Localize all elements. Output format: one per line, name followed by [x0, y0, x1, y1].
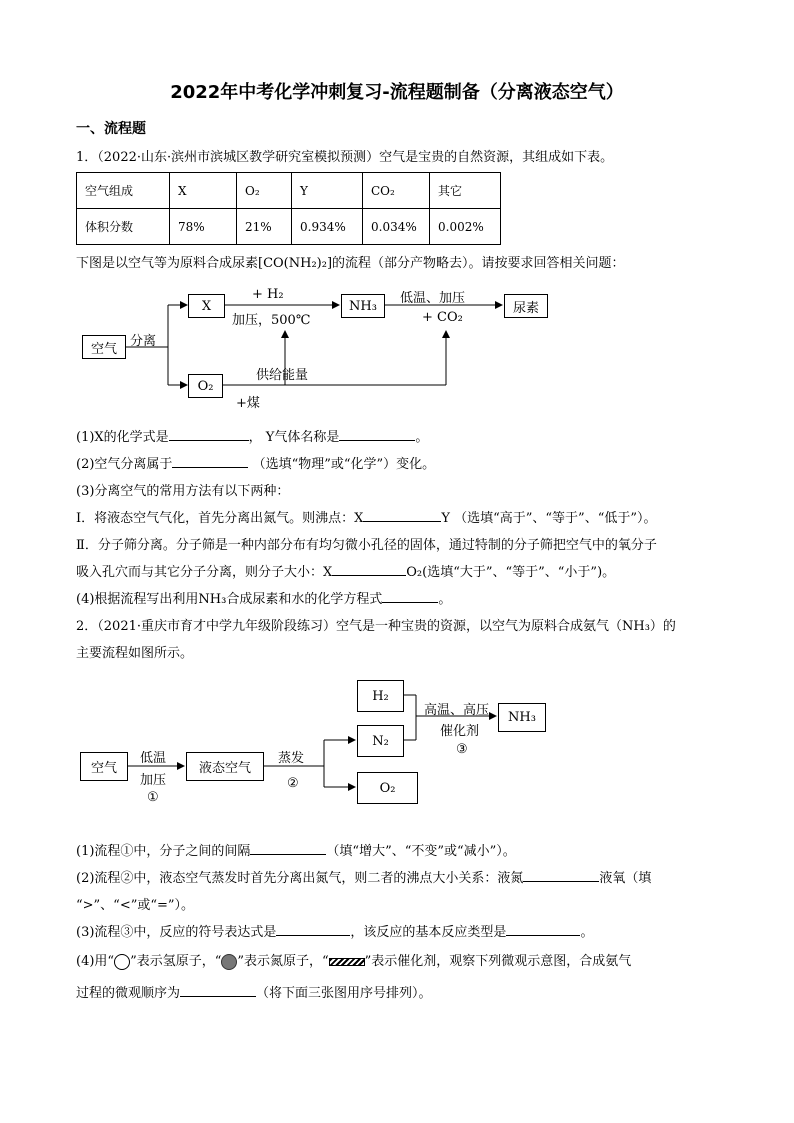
text: 。: [438, 592, 452, 607]
table-cell: 0.934%: [292, 209, 363, 245]
text: O₂(选填“大于”、“等于”、“小于”)。: [406, 565, 616, 580]
text: ”表示催化剂，观察下列微观示意图，合成氨气: [364, 954, 632, 969]
node-air-2: 空气: [80, 752, 128, 781]
text: (2)空气分离属于: [76, 457, 173, 472]
q2-sub4-line2: [76, 982, 432, 1001]
node-o2-2: O₂: [357, 772, 418, 804]
text: Y （选填“高于”、“等于”、“低于”）。: [441, 511, 657, 526]
text: (3)流程③中，反应的符号表达式是: [76, 925, 277, 940]
label-step-2: ②: [287, 776, 299, 791]
label-coal: +煤: [236, 396, 260, 411]
text: （选填“物理”或“化学”）变化。: [252, 457, 436, 472]
node-air: 空气: [82, 335, 126, 359]
answer-blank[interactable]: [250, 841, 326, 855]
text: （填“增大”、“不变”或“减小”）。: [326, 844, 516, 859]
hydrogen-atom-icon: [114, 954, 130, 970]
q1-sub3: (3)分离空气的常用方法有以下两种：: [76, 484, 290, 499]
node-n2: N₂: [357, 725, 404, 757]
q1-sub3-ii-line1: Ⅱ．分子筛分离。分子筛是一种内部分布有均匀微小孔径的固体，通过特制的分子筛把空气中的氧分子: [76, 538, 657, 553]
q2-sub2-line1: [76, 867, 651, 886]
text: 吸入孔穴而与其它分子分离，则分子大小：X: [76, 565, 333, 580]
node-nh3-2: NH₃: [498, 703, 546, 732]
label-plus-h2: + H₂: [252, 287, 284, 302]
q1-intro: 1．（2022·山东·滨州市滨城区教学研究室模拟预测）空气是宝贵的自然资源，其组成如下表。: [76, 150, 614, 165]
node-x: X: [188, 294, 225, 318]
text: 液氧（填: [599, 871, 652, 886]
table-cell: 0.034%: [363, 209, 430, 245]
text: （将下面三张图用序号排列）。: [256, 986, 432, 1001]
node-liquid-air: 液态空气: [186, 752, 264, 781]
table-cell: O₂: [237, 173, 292, 209]
table-cell: Y: [292, 173, 363, 209]
text: (1)流程①中，分子之间的间隔: [76, 844, 251, 859]
label-evaporate: 蒸发: [278, 751, 305, 766]
text: ， Y气体名称是: [248, 430, 340, 445]
table-cell: 空气组成: [77, 173, 170, 209]
q2-sub4-line1: [76, 950, 631, 970]
answer-blank[interactable]: [276, 922, 350, 936]
q2-intro-line2: 主要流程如图所示。: [76, 646, 194, 661]
text: ，该反应的基本反应类型是: [350, 925, 507, 940]
text: 过程的微观顺序为: [76, 986, 181, 1001]
page-title: 2022年中考化学冲刺复习-流程题制备（分离液态空气）: [170, 82, 624, 103]
table-cell: X: [170, 173, 237, 209]
text: 。: [415, 430, 429, 445]
table-cell: 其它: [430, 173, 501, 209]
label-energy: 供给能量: [256, 368, 309, 383]
text: ”表示氮原子，“: [237, 954, 329, 969]
node-o2: O₂: [188, 374, 223, 398]
table-cell: 体积分数: [77, 209, 170, 245]
label-condition-a: 高温、高压: [424, 703, 490, 718]
q2-sub1: [76, 840, 516, 859]
q2-intro-line1: 2．（2021·重庆市育才中学九年级阶段练习）空气是一种宝贵的资源，以空气为原料合成氨气（NH₃）的: [76, 619, 676, 634]
label-step-1: ①: [147, 790, 159, 805]
table-cell: 0.002%: [430, 209, 501, 245]
catalyst-icon: [329, 958, 365, 966]
text: (1)X的化学式是: [76, 430, 169, 445]
answer-blank[interactable]: [523, 868, 599, 882]
label-plus-co2: + CO₂: [422, 310, 463, 325]
section-heading: 一、流程题: [76, 121, 146, 137]
label-condition-b: 催化剂: [440, 724, 480, 739]
node-nh3: NH₃: [341, 294, 385, 318]
node-urea: 尿素: [504, 294, 548, 318]
table-cell: 21%: [237, 209, 292, 245]
text: Ⅰ．将液态空气气化，首先分离出氮气。则沸点：X: [76, 511, 364, 526]
q2-sub3: [76, 921, 593, 940]
label-step-3: ③: [456, 742, 468, 757]
text: (4)根据流程写出利用NH₃合成尿素和水的化学方程式: [76, 592, 383, 607]
table-cell: 78%: [170, 209, 237, 245]
q2-sub2-line2: “>”、“<”或“=”）。: [76, 898, 195, 913]
nitrogen-atom-icon: [221, 954, 237, 970]
text: (2)流程②中，液态空气蒸发时首先分离出氮气，则二者的沸点大小关系：液氮: [76, 871, 524, 886]
label-condition-2: 低温、加压: [400, 291, 466, 306]
label-low-temp: 低温: [140, 751, 167, 766]
text: 。: [580, 925, 594, 940]
answer-blank[interactable]: [180, 983, 256, 997]
answer-blank[interactable]: [506, 922, 580, 936]
label-condition-1: 加压，500℃: [232, 313, 311, 328]
label-separate: 分离: [130, 334, 157, 349]
label-pressurize: 加压: [140, 773, 167, 788]
table-cell: CO₂: [363, 173, 430, 209]
text: ”表示氢原子，“: [130, 954, 222, 969]
q1-lead: 下图是以空气等为原料合成尿素[CO(NH₂)₂]的流程（部分产物略去）。请按要求回答相关问题：: [76, 256, 625, 271]
text: (4)用“: [76, 954, 115, 969]
node-h2: H₂: [357, 680, 404, 712]
